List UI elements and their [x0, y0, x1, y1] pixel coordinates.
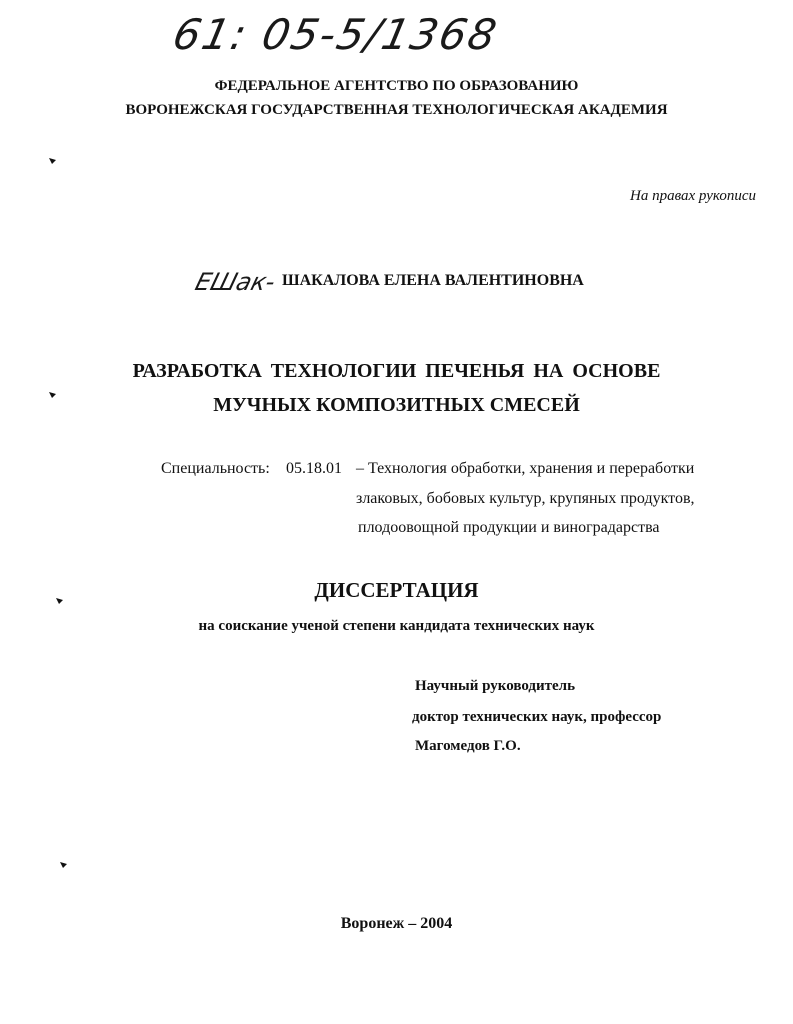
supervisor-label: Научный руководитель [415, 678, 575, 694]
thesis-title-line-2: МУЧНЫХ КОМПОЗИТНЫХ СМЕСЕЙ [213, 394, 580, 416]
supervisor-name: Магомедов Г.О. [415, 738, 521, 754]
specialty-code: 05.18.01 [286, 460, 342, 477]
manuscript-rights-note: На правах рукописи [630, 188, 756, 204]
specialty-label: Специальность: [161, 460, 270, 477]
handwritten-archive-number: 61: 05-5/1368 [168, 10, 503, 59]
specialty-description-line-3: плодоовощной продукции и виноградарства [358, 519, 660, 536]
binding-hole-mark [48, 156, 57, 165]
specialty-description-line-2: злаковых, бобовых культур, крупяных продуктов, [356, 490, 695, 507]
thesis-title-line-1: РАЗРАБОТКА ТЕХНОЛОГИИ ПЕЧЕНЬЯ НА ОСНОВЕ [132, 360, 661, 382]
binding-hole-mark [55, 596, 64, 605]
document-type-heading: ДИССЕРТАЦИЯ [314, 578, 479, 602]
degree-line: на соискание ученой степени кандидата технических наук [198, 618, 595, 634]
academy-heading: ВОРОНЕЖСКАЯ ГОСУДАРСТВЕННАЯ ТЕХНОЛОГИЧЕСКАЯ АКАДЕМИЯ [125, 102, 668, 118]
binding-hole-mark [59, 860, 68, 869]
author-name: ШАКАЛОВА ЕЛЕНА ВАЛЕНТИНОВНА [282, 272, 584, 289]
specialty-description-line-1: – Технология обработки, хранения и переработки [356, 460, 695, 477]
supervisor-credentials: доктор технических наук, профессор [412, 709, 662, 725]
agency-heading: ФЕДЕРАЛЬНОЕ АГЕНТСТВО ПО ОБРАЗОВАНИЮ [214, 78, 579, 94]
city-year: Воронеж – 2004 [340, 915, 453, 932]
author-signature: ЕШак- [192, 268, 279, 296]
binding-hole-mark [48, 390, 57, 399]
